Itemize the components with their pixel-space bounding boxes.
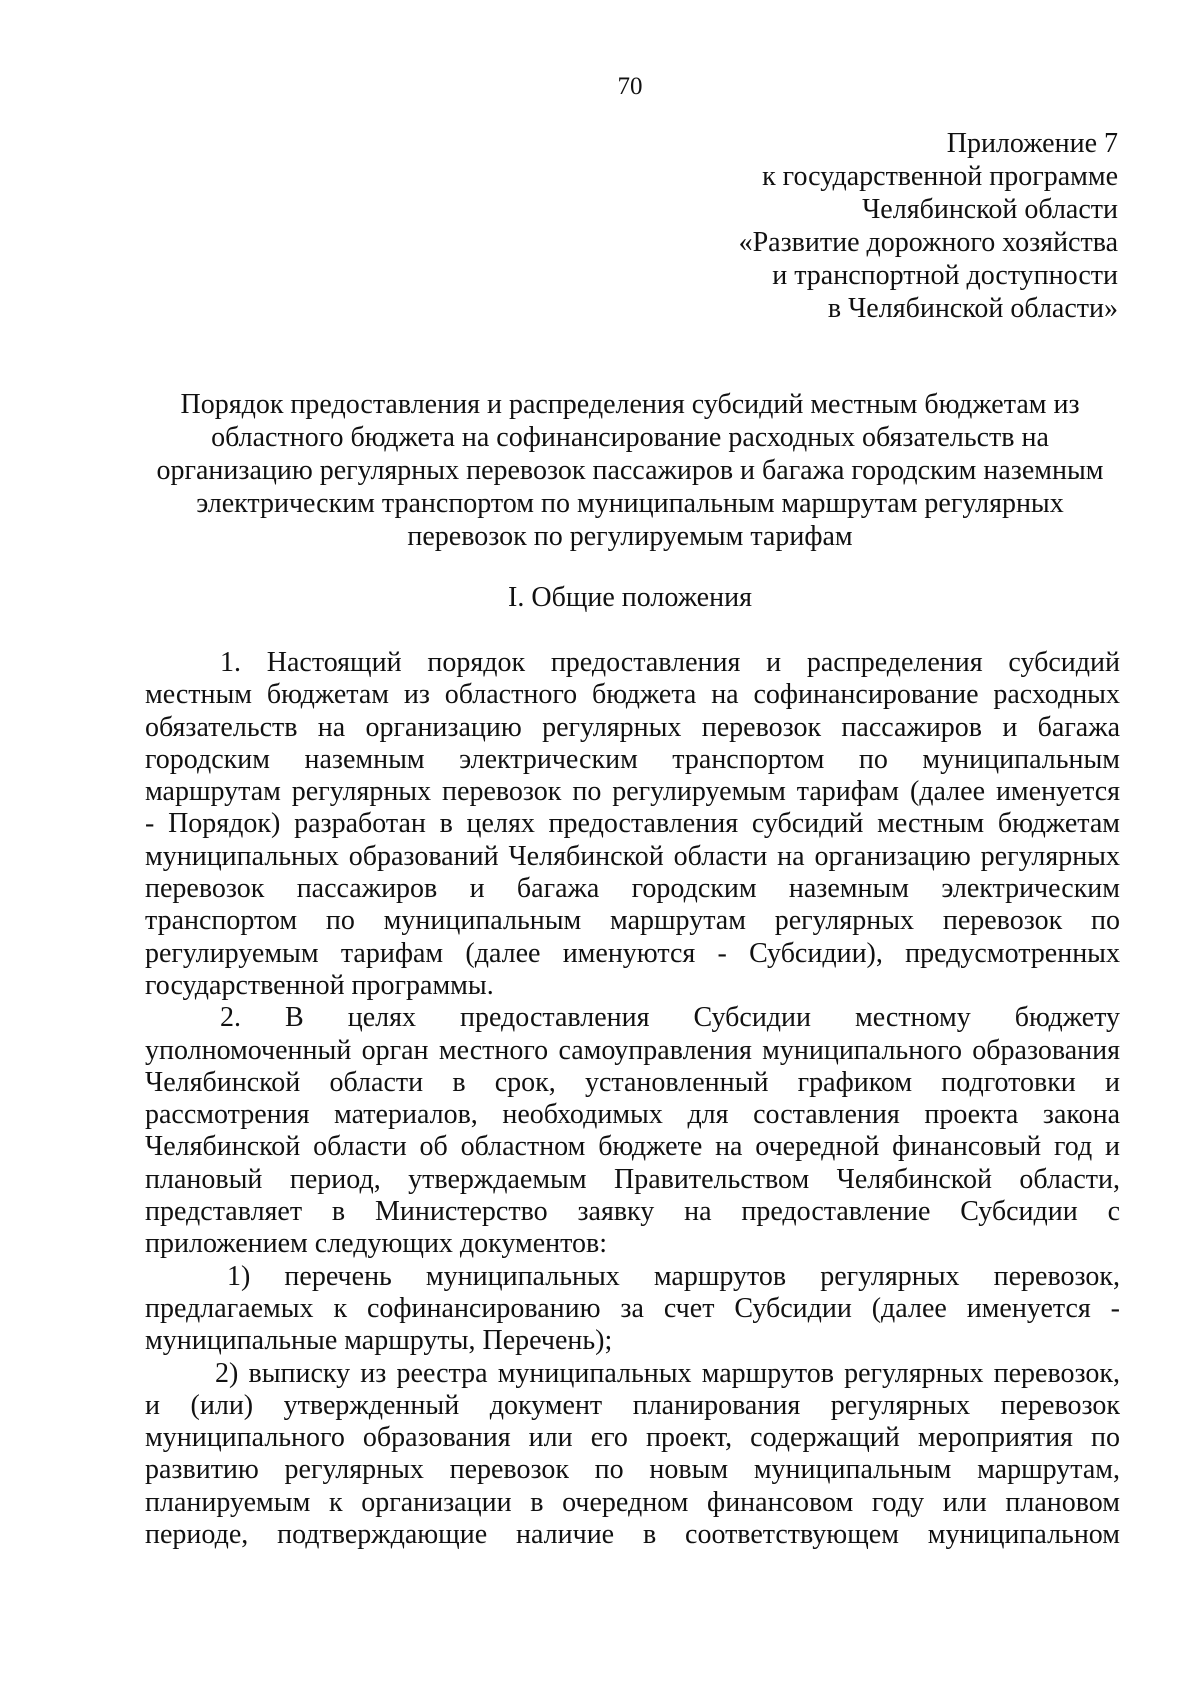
- paragraph-line: Челябинской области в срок, установленный графиком подготовки и: [145, 1066, 1120, 1098]
- list-item-line: 1) перечень муниципальных маршрутов регулярных перевозок,: [227, 1260, 1120, 1292]
- page-number: 70: [617, 73, 643, 100]
- list-item-line: муниципальные маршруты, Перечень);: [145, 1325, 613, 1357]
- paragraph-line: муниципальных образований Челябинской области на организацию регулярных: [145, 840, 1120, 872]
- list-item-line: развитию регулярных перевозок по новым муниципальным маршрутам,: [145, 1454, 1120, 1486]
- list-item-line: предлагаемых к софинансированию за счет Субсидии (далее именуется -: [145, 1292, 1120, 1324]
- paragraph-line: приложением следующих документов:: [145, 1228, 608, 1260]
- list-item-line: периоде, подтверждающие наличие в соответствующем муниципальном: [145, 1519, 1120, 1551]
- appendix-line: Приложение 7: [946, 128, 1118, 159]
- appendix-line: Челябинской области: [862, 194, 1118, 225]
- title-line: электрическим транспортом по муниципальным маршрутам регулярных: [196, 488, 1064, 519]
- list-item-line: и (или) утвержденный документ планирования регулярных перевозок: [145, 1389, 1120, 1421]
- paragraph-line: представляет в Министерство заявку на предоставление Субсидии с: [145, 1196, 1120, 1228]
- appendix-line: в Челябинской области»: [827, 293, 1118, 324]
- paragraph-line: государственной программы.: [145, 969, 494, 1001]
- paragraph-line: маршрутам регулярных перевозок по регулируемым тарифам (далее именуется: [145, 776, 1120, 808]
- paragraph-line: регулируемым тарифам (далее именуются - Субсидии), предусмотренных: [145, 937, 1120, 969]
- list-item-line: планируемым к организации в очередном финансовом году или плановом: [145, 1486, 1120, 1518]
- document-title: [140, 388, 1120, 553]
- paragraph-line: - Порядок) разработан в целях предоставления субсидий местным бюджетам: [145, 808, 1120, 840]
- appendix-line: «Развитие дорожного хозяйства: [738, 227, 1118, 258]
- paragraph-line: городским наземным электрическим транспортом по муниципальным: [145, 743, 1120, 775]
- section-heading: I. Общие положения: [508, 582, 752, 613]
- paragraph-line: Челябинской области об областном бюджете на очередной финансовый год и: [145, 1131, 1120, 1163]
- title-line: перевозок по регулируемым тарифам: [407, 521, 853, 552]
- appendix-line: и транспортной доступности: [772, 260, 1118, 291]
- paragraph-line: перевозок пассажиров и багажа городским наземным электрическим: [145, 873, 1120, 905]
- paragraph-line: 1. Настоящий порядок предоставления и распределения субсидий: [220, 647, 1120, 678]
- list-item-line: 2) выписку из реестра муниципальных маршрутов регулярных перевозок,: [215, 1357, 1120, 1389]
- title-line: Порядок предоставления и распределения субсидий местным бюджетам из: [180, 389, 1080, 420]
- paragraph-line: транспортом по муниципальным маршрутам регулярных перевозок по: [145, 905, 1120, 937]
- paragraph-line: 2. В целях предоставления Субсидии местному бюджету: [220, 1002, 1120, 1034]
- appendix-line: к государственной программе: [762, 161, 1118, 192]
- paragraph-line: обязательств на организацию регулярных перевозок пассажиров и багажа: [145, 711, 1120, 743]
- list-item-line: муниципального образования или его проект, содержащий мероприятия по: [145, 1422, 1120, 1454]
- paragraph-line: плановый период, утверждаемым Правительством Челябинской области,: [145, 1163, 1120, 1195]
- title-line: организацию регулярных перевозок пассажиров и багажа городским наземным: [156, 455, 1104, 486]
- paragraph-line: рассмотрения материалов, необходимых для составления проекта закона: [145, 1099, 1120, 1131]
- paragraph-line: местным бюджетам из областного бюджета на софинансирование расходных: [145, 679, 1120, 711]
- document-body: [145, 647, 1120, 1551]
- appendix-header: [518, 127, 1118, 325]
- paragraph-line: уполномоченный орган местного самоуправления муниципального образования: [145, 1034, 1120, 1066]
- title-line: областного бюджета на софинансирование расходных обязательств на: [211, 422, 1049, 453]
